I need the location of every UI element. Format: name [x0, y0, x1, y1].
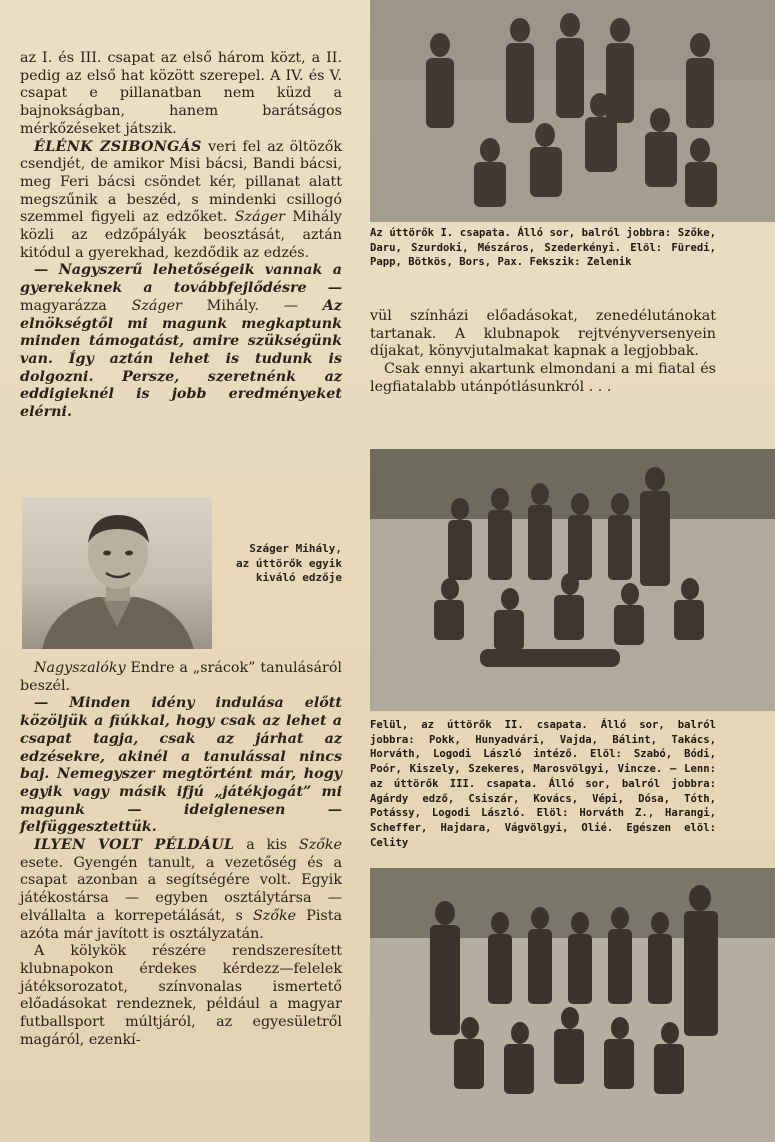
team-three-photo [370, 868, 775, 1142]
paragraph-studies: Nagyszalóky Endre a „srácok” tanulásáról beszél. [20, 660, 342, 694]
paragraph-quote-studies: — Minden idény indulása előtt közöljük a fiúkkal, hogy csak az lehet a csapat tagja, csak az járhat az edzésekre, akinél a tanulással nincs baj. Nemegyszer megtörtént már, hogy egyik vagy másik ifjú „játékjogát” mi magunk — ideiglenesen — felfüggesztettük. [20, 695, 342, 836]
team-one-image [370, 0, 775, 222]
team-two-image [370, 449, 775, 711]
portrait-caption: Száger Mihály, az úttörők egyik kiváló edzője [236, 542, 342, 584]
paragraph-club-days: A kölykök részére rendszeresített klubnapokon érdekes kérdezz—felelek játéksorozatot, színvonalas ismertető előadásokat rendeznek, például a magyar futballsport múltjáról, az egyesületről magáról, ezenkí- [20, 943, 342, 1048]
team-one-caption: Az úttörők I. csapata. Álló sor, balról jobbra: Szőke, Daru, Szurdoki, Mészáros, Szederkényi. Elöl: Füredi, Papp, Bötkös, Bors, Pax. Fekszik: Zelenik [370, 227, 716, 269]
team-one-photo [370, 0, 775, 222]
team-three-image [370, 868, 775, 1142]
team-two-photo [370, 449, 775, 711]
paragraph-szoke-case: ILYEN VOLT PÉLDÁUL a kis Szőke esete. Gyengén tanult, a vezetőség és a csapat azonban a segítségére volt. Egyik játékostársa — egyben osztálytársa — elvállalta a korrepetálását, s Szőke Pista azóta már javított is osztályzatán. [20, 837, 343, 942]
left-text-column-lower [20, 660, 342, 1049]
right-text-column [370, 308, 716, 397]
paragraph-locker-room: ÉLÉNK ZSIBONGÁS veri fel az öltözők csendjét, de amikor Misi bácsi, Bandi bácsi, meg Feri bácsi csöndet kér, pillanat alatt megszűnik a beszéd, s mindenki csillogó szemmel figyeli az edzőket. Száger Mihály közli az edzőpályák beosztását, aztán kitódul a gyerekhad, kezdődik az edzés. [20, 138, 343, 261]
paragraph-teams-ranking: az I. és III. csapat az első három közt, a II. pedig az első hat között szerepel. A IV. és V. csapat e pillanatban nem küzd a bajnokságban, hanem barátságos mérkőzéseket játszik. [20, 50, 342, 137]
coach-portrait-photo [22, 497, 212, 649]
paragraph-quote-coach: — Nagyszerű lehetőségeik vannak a gyerekeknek a továbbfejlődésre — magyarázza Száger Mihály. — Az elnökségtől mi magunk megkaptunk minden támogatást, amire szükségünk van. Így aztán lehet is tudunk is dolgozni. Persze, szeretnénk az eddigieknél is jobb eredményeket elérni. [20, 262, 343, 421]
paragraph-club-events: vül színházi előadásokat, zenedélutánokat tartanak. A klubnapok rejtvényversenyein díjakat, könyvjutalmakat kapnak a legjobbak. [370, 308, 716, 360]
team-two-three-caption: Felül, az úttörők II. csapata. Álló sor, balról jobbra: Pokk, Hunyadvári, Vajda, Bálint, Takács, Horváth, Logodi László intéző. Elöl: Szabó, Bódi, Poór, Kiszely, Szekeres, Marosvölgyi, Vincze. — Lenn: az úttörők III. csapata. Álló sor, balról jobbra: Agárdy edző, Csiszár, Kovács, Vépi, Dósa, Tóth, Potássy, Logodi László. Elöl: Horváth Z., Harangi, Scheffer, Hajdara, Vágvölgyi, Olié. Egészen elöl: Celity [370, 719, 716, 849]
paragraph-closing: Csak ennyi akartunk elmondani a mi fiatal és legfiatalabb utánpótlásunkról . . . [370, 361, 716, 395]
left-text-column [20, 50, 342, 422]
portrait-image [22, 497, 212, 649]
